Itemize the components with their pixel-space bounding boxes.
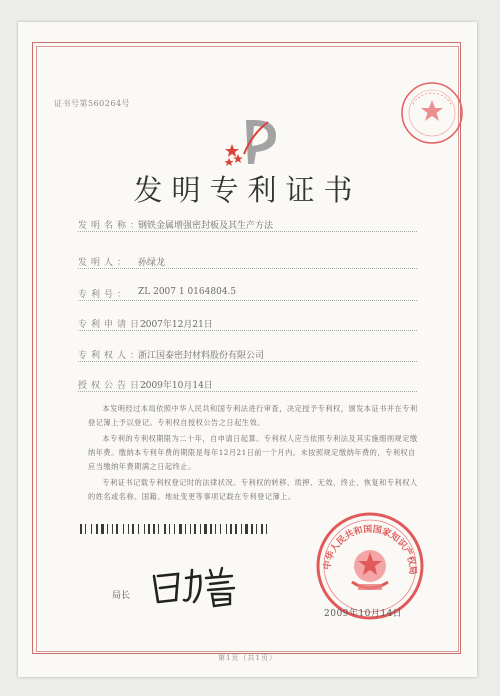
field-value-patent-number: ZL 2007 1 0164804.5 [138,287,237,297]
barcode-bar [197,524,199,534]
barcode-bar [233,524,234,534]
barcode-bar [264,524,265,534]
barcode-bar [130,524,131,534]
barcode-bar [112,524,113,534]
barcode-bar [190,524,191,534]
barcode-bar [226,524,227,534]
field-underline [78,300,417,301]
barcode-bar [217,524,219,534]
barcode-bar [153,524,155,534]
barcode-bar [96,524,98,534]
barcode-bar [200,524,201,534]
barcode-bar [256,524,257,534]
barcode-bar [176,524,178,534]
barcode-bar [132,524,134,534]
barcode-bar [241,524,242,534]
page-footer: 第1页（共1页） [218,654,277,662]
barcode-bar [119,524,122,534]
field-value-inventor: 孙绿龙 [138,258,166,268]
field-label-grant-date: 授权公告日： [78,381,157,391]
barcode-bar [80,524,82,534]
certificate-number: 证书号第560264号 [54,99,131,108]
field-label-patentee: 专利权人： [78,351,144,361]
barcode-bar [222,524,225,534]
barcode-bar [235,524,237,534]
field-value-patentee: 浙江国泰密封材料股份有限公司 [138,351,265,361]
body-paragraph: 本专利的专利权期限为二十年，自申请日起算。专利权人应当依照专利法及其实施细则规定缴纳年费。缴纳本专利年费的期限是每年12月21日前一个月内。未按照规定缴纳年费的，专利权自应当缴纳年费期满之日起终止。 [88,434,418,471]
barcode-bar [251,524,253,534]
barcode-bar [230,524,232,534]
issue-date: 2009年10月14日 [324,609,403,619]
barcode-bar [254,524,255,534]
director-signature [150,562,240,610]
barcode-bar [114,524,115,534]
field-label-invention-name: 发明名称： [78,221,144,231]
barcode-bar [123,524,124,534]
barcode-bar [105,524,106,534]
barcode-bar [99,524,100,534]
barcode-bar [208,524,209,534]
body-paragraph: 本发明经过本局依照中华人民共和国专利法进行审查，决定授予专利权，颁发本证书并在专利登记簿上予以登记。专利权自授权公告之日起生效。 [88,404,418,427]
barcode-bar [215,524,216,534]
barcode-bar [228,524,229,534]
barcode-bar [213,524,214,534]
body-paragraph: 专利证书记载专利权登记时的法律状况。专利权的转移、质押、无效、终止、恢复和专利权人的姓名或名称、国籍、地址变更等事项记载在专利登记簿上。 [88,478,418,501]
barcode-bar [148,524,150,534]
barcode-bar [174,524,175,534]
barcode-bar [249,524,250,534]
barcode-bar [93,524,95,534]
barcode-bar [204,524,207,534]
field-underline [78,231,417,232]
barcode-bar [171,524,173,534]
sipo-logo-icon [224,114,284,170]
field-underline [78,268,417,269]
field-value-filing-date: 2007年12月21日 [140,320,213,330]
svg-text:中华人民共和国国家知识产权局: 中华人民共和国国家知识产权局 [322,524,418,575]
barcode-bar [167,524,168,534]
barcode-bar [164,524,166,534]
field-underline [78,391,417,392]
barcode-bar [151,524,152,534]
barcode-bar [116,524,118,534]
field-value-invention-name: 钢铁金属增强密封板及其生产方法 [138,221,274,231]
barcode-bar [101,524,104,534]
barcode-bar [140,524,143,534]
barcode-bar [220,524,221,534]
barcode-bar [87,524,90,534]
barcode-bar [185,524,186,534]
barcode-bar [238,524,240,534]
barcode-bar [91,524,92,534]
barcode-bar [146,524,147,534]
barcode-bar [266,524,267,534]
barcode-bar [128,524,129,534]
barcode-bar [160,524,163,534]
field-label-patent-number: 专利号： [78,290,131,300]
barcode-bar [85,524,86,534]
barcode-bar [179,524,182,534]
barcode-bar [183,524,184,534]
barcode-bar [158,524,159,534]
barcode-bar [125,524,127,534]
barcode-bar [156,524,157,534]
barcode [80,524,318,534]
director-label: 局长 [112,591,131,601]
barcode-bar [187,524,189,534]
field-underline [78,361,417,362]
barcode-bar [261,524,263,534]
barcode-bar [83,524,84,534]
barcode-bar [192,524,193,534]
barcode-bar [202,524,203,534]
barcode-bar [169,524,170,534]
barcode-bar [107,524,108,534]
barcode-bar [243,524,244,534]
field-underline [78,330,417,331]
certificate-paper [18,22,477,677]
field-label-filing-date: 专利申请日： [78,320,157,330]
barcode-bar [109,524,111,534]
top-seal-stamp [399,80,465,146]
barcode-bar [194,524,196,534]
barcode-bar [144,524,145,534]
field-label-inventor: 发明人： [78,258,131,268]
field-value-grant-date: 2009年10月14日 [140,381,213,391]
barcode-bar [245,524,248,534]
barcode-bar [268,524,271,534]
barcode-bar [138,524,139,534]
barcode-bar [258,524,260,534]
barcode-bar [135,524,137,534]
certificate-title: 发明专利证书 [133,173,362,207]
barcode-bar [210,524,212,534]
